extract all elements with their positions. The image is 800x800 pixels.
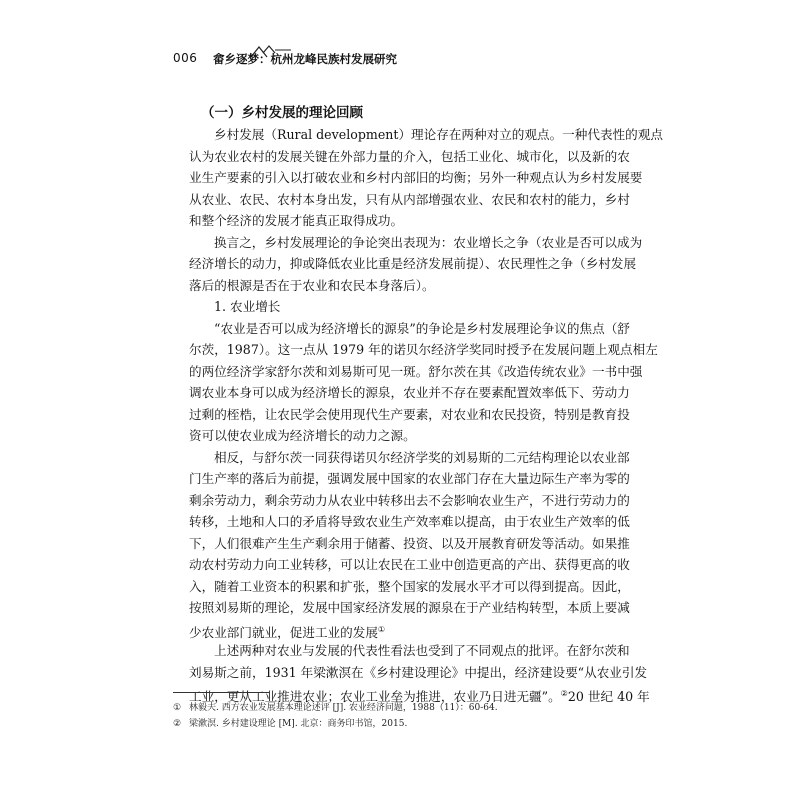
line-text: 经济增长的动力，抑或降低农业比重是经济发展前提）、农民理性之争（乡村发展 xyxy=(189,256,637,271)
text-line xyxy=(189,339,658,361)
line-text: 门生产率的落后为前提，强调发展中国家的农业部门存在大量边际生产率为零的 xyxy=(189,471,630,486)
line-text: 剩余劳动力，剩余劳动力从农业中转移出去不会影响农业生产，不进行劳动力的 xyxy=(189,492,630,508)
line-text: “农业是否可以成为经济增长的源泉”的争论是乡村发展理论争议的焦点（舒 xyxy=(214,320,630,336)
line-text: 认为农业农村的发展关键在外部力量的介入，包括工业化、城市化，以及新的农 xyxy=(189,148,630,164)
line-text: 乡村发展（Rural development）理论存在两种对立的观点。一种代表性的观点 xyxy=(214,127,663,142)
line-text: 换言之，乡村发展理论的争论突出表现为：农业增长之争（农业是否可以成为 xyxy=(214,234,643,250)
line-text: 过剩的桎梏，让农民学会使用现代生产要素，对农业和农民投资，特别是教育投 xyxy=(189,406,630,422)
line-text: 按照刘易斯的理论，发展中国家经济发展的源泉在于产业结构转型，本质上要减 xyxy=(189,600,630,615)
text-line xyxy=(189,404,630,426)
text-line xyxy=(189,167,643,189)
text-line xyxy=(189,533,630,555)
running-header xyxy=(173,48,633,72)
footnote-divider xyxy=(173,692,269,693)
line-text: 和整个经济的发展才能真正取得成功。 xyxy=(189,213,404,228)
footnotes xyxy=(173,700,498,732)
footnote-text: 林毅夫. 西方农业发展基本理论述评 [J]. 农业经济问题，1988（11）：60-64. xyxy=(189,703,498,713)
footnote-text: 梁漱溟. 乡村建设理论 [M]. 北京：商务印书馆，2015. xyxy=(189,719,408,729)
text-line xyxy=(189,619,611,641)
text-line xyxy=(189,253,637,275)
footnote xyxy=(173,716,498,732)
line-text: 入，随着工业资本的积累和扩张，整个国家的发展水平才可以得到提高。因此， xyxy=(189,578,630,594)
text-line xyxy=(189,425,611,447)
footnote-mark: ① xyxy=(173,703,182,713)
book-title: 畲乡逐梦：杭州龙峰民族村发展研究 xyxy=(213,52,397,66)
footnote-reference[interactable]: ① xyxy=(377,624,386,634)
line-text: 上述两种对农业与发展的代表性看法也受到了不同观点的批评。在舒尔茨和 xyxy=(214,643,630,658)
line-text: 动农村劳动力向工业转移，可以让农民在工业中创造更高的产出、获得更高的收 xyxy=(189,557,630,572)
line-text-tail: 20 世纪 40 年 xyxy=(567,689,650,705)
text-line xyxy=(189,576,630,598)
page-number: 006 xyxy=(173,51,198,65)
text-line xyxy=(189,468,630,490)
line-text: 从农业、农民、农村本身出发，只有从内部增强农业、农民和农村的能力，乡村 xyxy=(189,191,630,207)
section-title: （一）乡村发展的理论回顾 xyxy=(201,105,363,121)
text-line xyxy=(189,662,648,684)
text-line xyxy=(189,296,611,318)
text-line xyxy=(189,146,630,168)
line-text: 工业，更从工业推进农业；农业工业垒为推进，农业乃日进无疆”。 xyxy=(189,689,561,705)
line-text: 1. 农业增长 xyxy=(214,299,281,314)
text-line xyxy=(189,275,611,297)
line-text: 资可以使农业成为经济增长的动力之源。 xyxy=(189,428,416,443)
line-text: 尔茨，1987）。这一点从 1979 年的诺贝尔经济学奖同时授予在发展问题上观点相左 xyxy=(189,342,658,357)
text-line xyxy=(189,382,630,404)
text-line xyxy=(189,189,630,211)
footnote-mark: ② xyxy=(173,719,182,729)
line-text: 少农业部门就业，促进工业的发展 xyxy=(189,624,378,640)
line-text: 下，人们很难产生生产剩余用于储蓄、投资、以及开展教育研发等活动。如果推 xyxy=(189,535,630,551)
line-text: 相反，与舒尔茨一同获得诺贝尔经济学奖的刘易斯的二元结构理论以农业部 xyxy=(214,449,630,465)
text-line xyxy=(189,447,630,469)
text-line xyxy=(189,318,630,340)
line-text: 刘易斯之前，1931 年梁漱溟在《乡村建设理论》中提出，经济建设要“从农业引发 xyxy=(189,664,648,680)
line-text: 业生产要素的引入以打破农业和乡村内部旧的均衡；另外一种观点认为乡村发展要 xyxy=(189,170,643,185)
text-line xyxy=(189,124,663,146)
text-line xyxy=(189,554,630,576)
text-line xyxy=(189,361,643,383)
footnote xyxy=(173,700,498,716)
footnote-reference[interactable]: ② xyxy=(560,689,568,698)
text-line xyxy=(189,511,630,533)
line-text: 调农业本身可以成为经济增长的源泉，农业并不存在要素配置效率低下、劳动力 xyxy=(189,385,630,400)
line-text: 转移，土地和人口的矛盾将导致农业生产效率难以提高，由于农业生产效率的低 xyxy=(189,514,630,529)
text-line xyxy=(189,597,630,619)
line-text: 落后的根源是否在于农业和农民本身落后）。 xyxy=(189,277,435,293)
text-line xyxy=(189,640,630,662)
body-text xyxy=(189,124,663,705)
text-line xyxy=(189,210,611,232)
line-text: 的两位经济学家舒尔茨和刘易斯可见一斑。舒尔茨在其《改造传统农业》一书中强 xyxy=(189,363,643,379)
text-line xyxy=(189,490,630,512)
text-line xyxy=(189,232,643,254)
